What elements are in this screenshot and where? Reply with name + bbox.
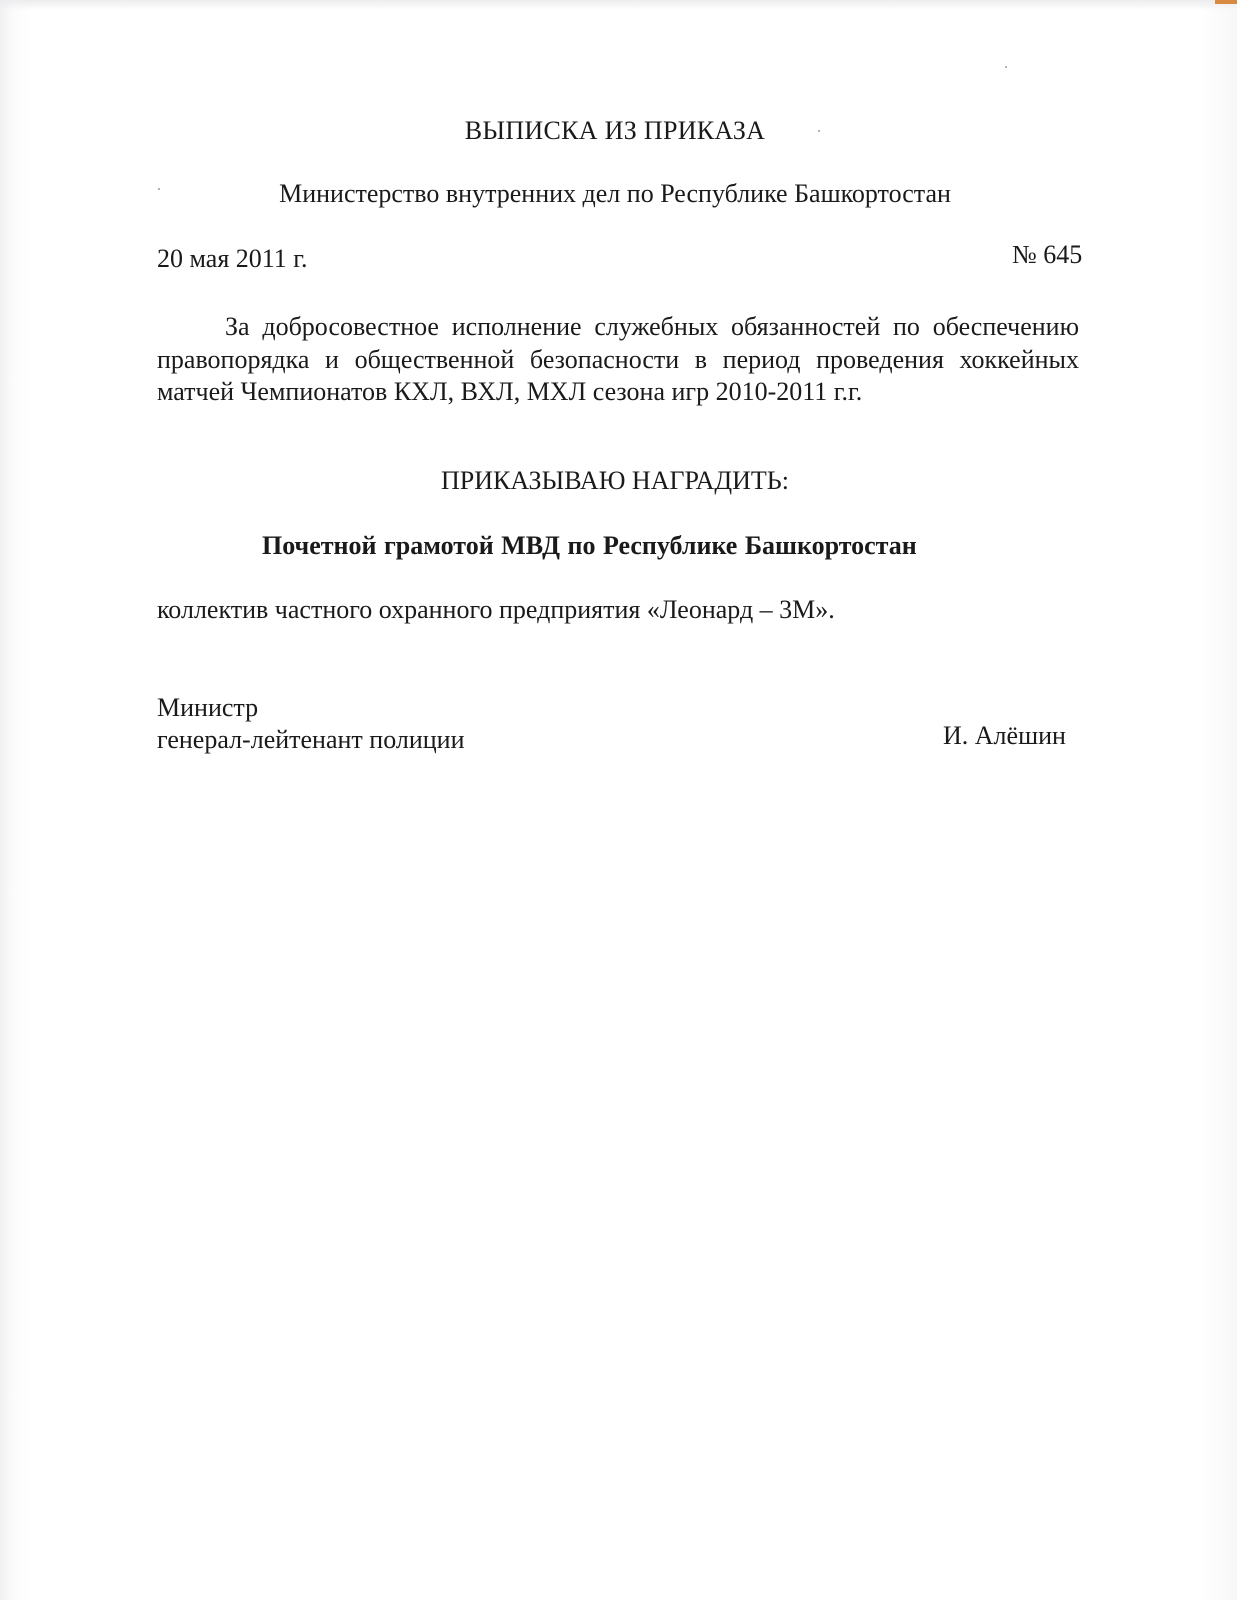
award-name: Почетной грамотой МВД по Республике Башкортостан bbox=[262, 531, 917, 560]
order-number: № 645 bbox=[1012, 240, 1083, 269]
signatory-position: Министр bbox=[157, 693, 259, 722]
order-date: 20 мая 2011 г. bbox=[157, 244, 308, 273]
order-preamble: За добросовестное исполнение служебных обязанностей по обеспечению правопорядка и общественной безопасности в период проведения хоккейных матчей Чемпионатов КХЛ, ВХЛ, МХЛ сезона игр 2010-2011 г.г. bbox=[157, 312, 1079, 406]
order-heading: ПРИКАЗЫВАЮ НАГРАДИТЬ: bbox=[441, 466, 789, 495]
issuing-authority: Министерство внутренних дел по Республике Башкортостан bbox=[279, 179, 951, 208]
scan-speck bbox=[1005, 66, 1007, 68]
document-title: ВЫПИСКА ИЗ ПРИКАЗА bbox=[464, 116, 766, 145]
scan-edge-shadow bbox=[0, 0, 1237, 10]
scan-speck bbox=[158, 188, 160, 190]
scan-speck bbox=[818, 130, 820, 132]
scan-corner-mark bbox=[1215, 0, 1237, 4]
award-recipient: коллектив частного охранного предприятия «Леонард – 3М». bbox=[157, 595, 835, 624]
signatory-rank: генерал-лейтенант полиции bbox=[157, 725, 465, 754]
signatory-name: И. Алёшин bbox=[943, 721, 1066, 750]
